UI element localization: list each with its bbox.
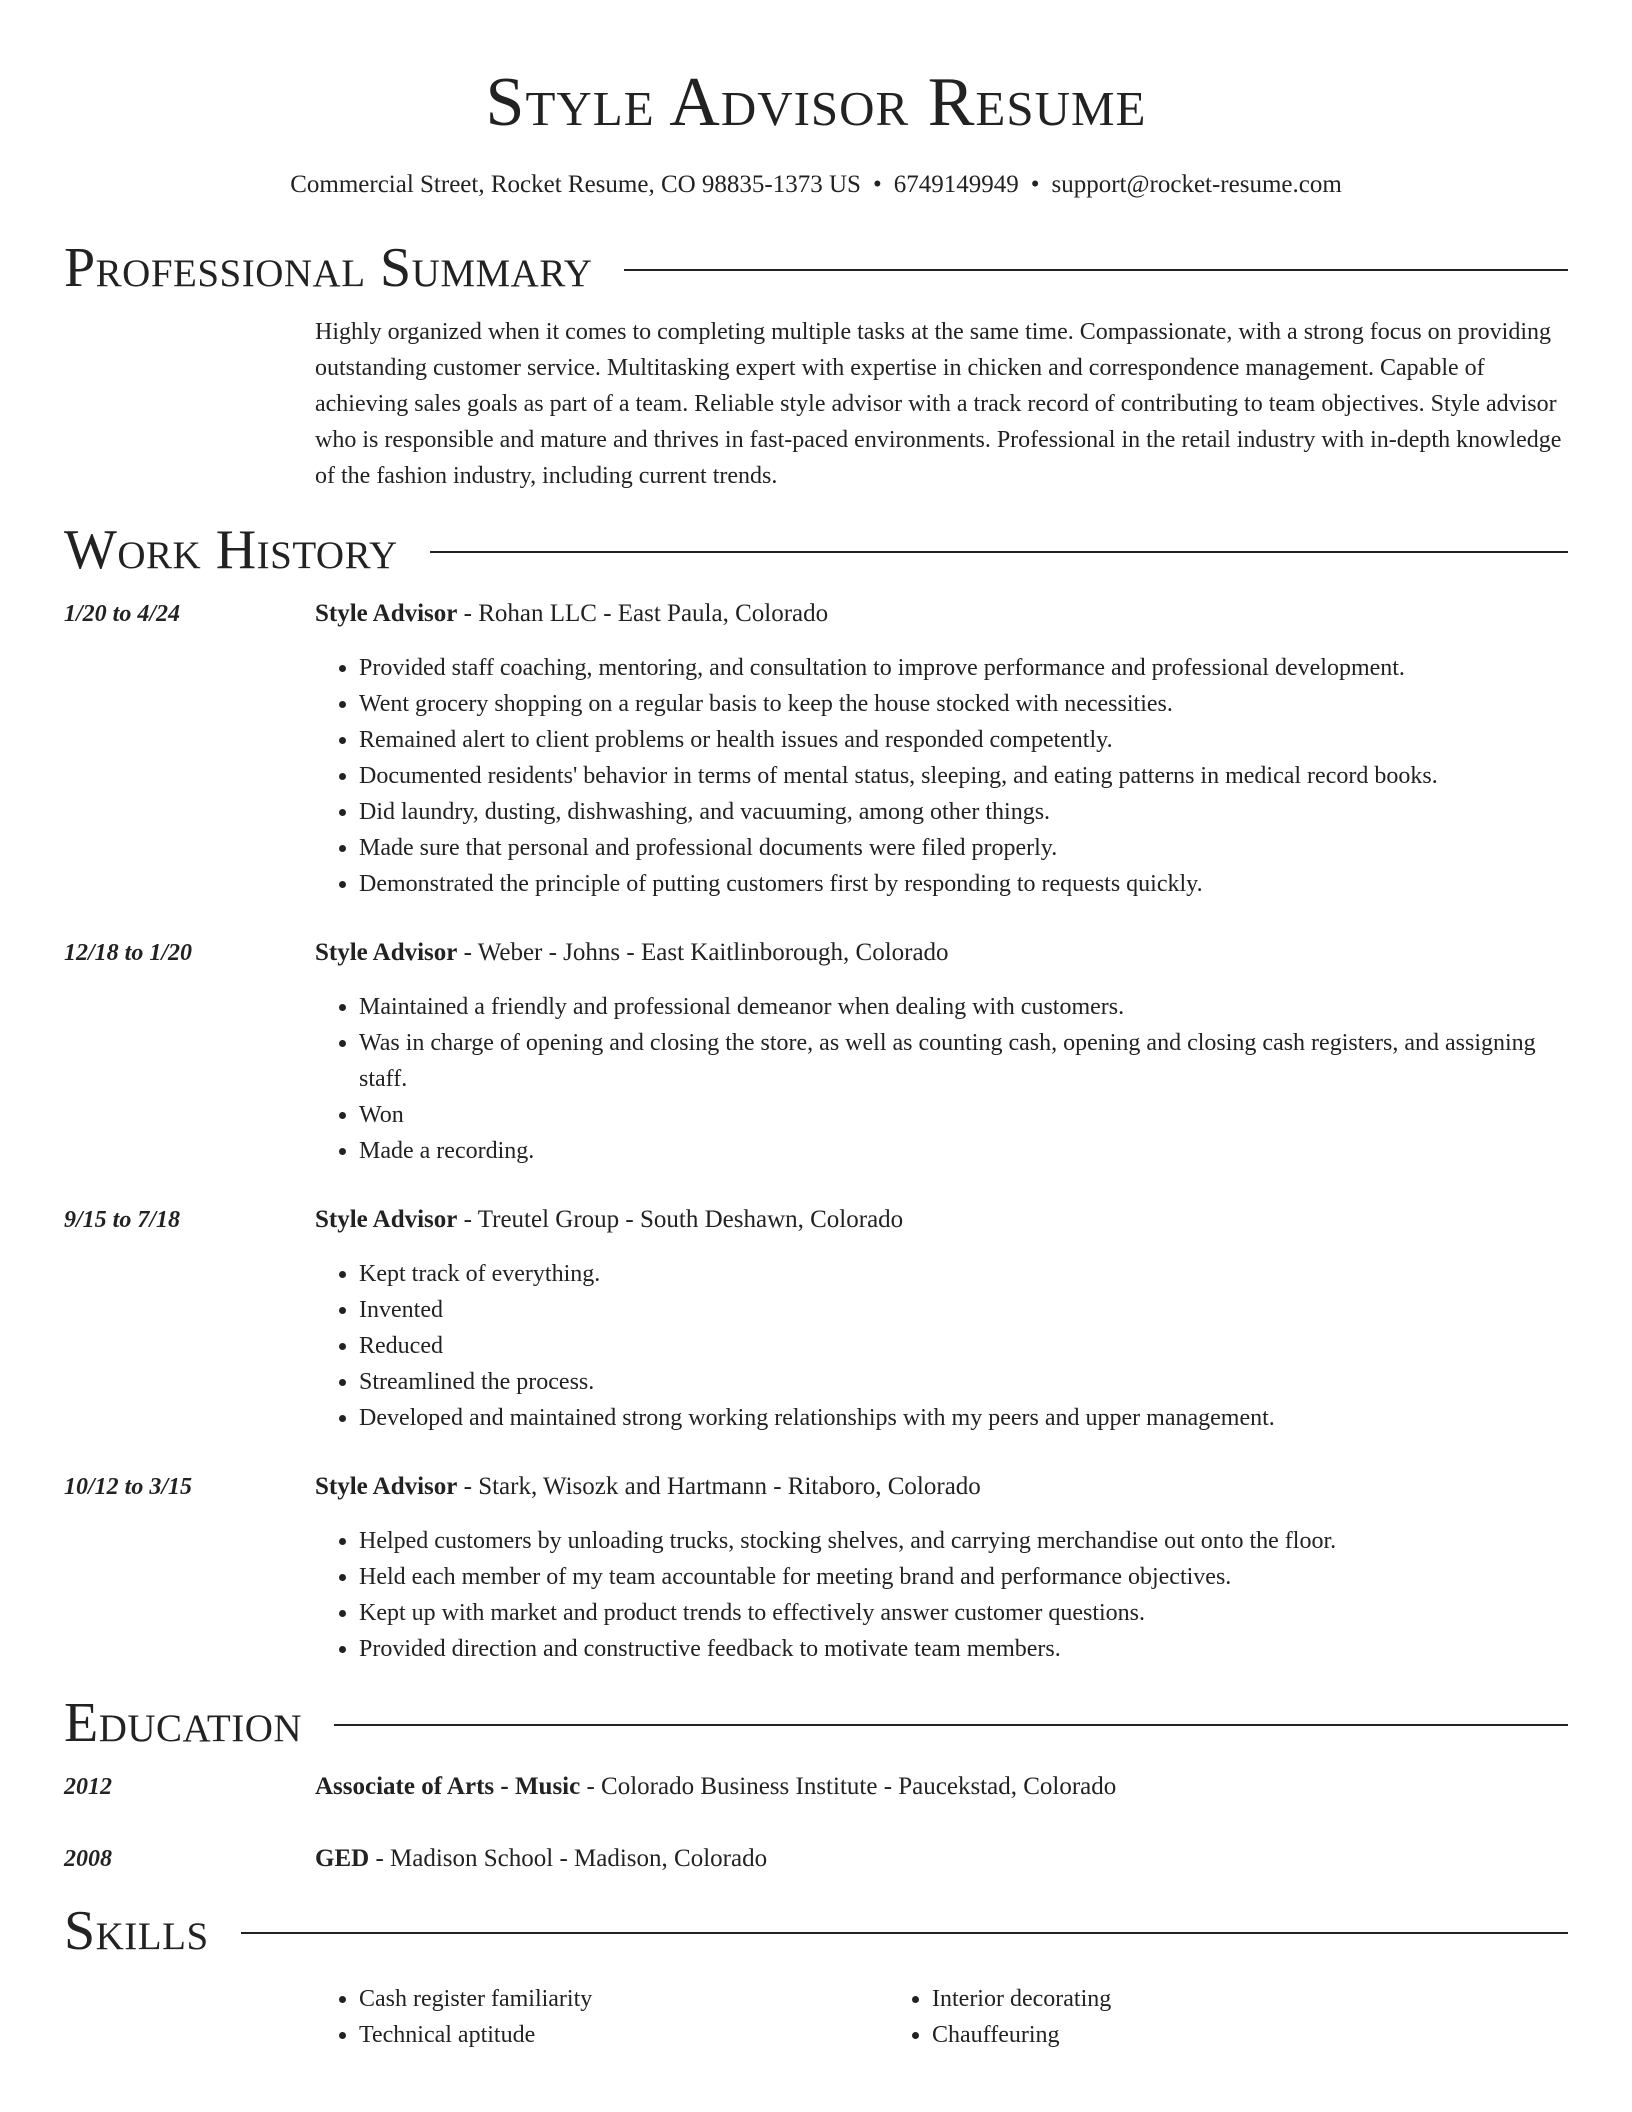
job-company: - Weber - Johns - East Kaitlinborough, Colorado	[457, 939, 949, 966]
education-section-header	[64, 1691, 1568, 1755]
resume-title: Style Advisor Resume	[485, 64, 1147, 141]
job-dates: 10/12 to 3/15	[64, 1474, 193, 1500]
summary-section-header	[64, 236, 1568, 300]
contact-email: support@rocket-resume.com	[1051, 171, 1342, 198]
job-bullet: • Provided direction and constructive feedback to motivate team members.	[359, 1631, 1568, 1667]
job-company: - Stark, Wisozk and Hartmann - Ritaboro, Colorado	[457, 1473, 981, 1500]
skills-row	[64, 1981, 1568, 2053]
job-entry	[64, 1469, 1568, 1667]
job-role: Style Advisor	[315, 939, 458, 966]
education-entry	[64, 1841, 1568, 1877]
job-entry	[64, 1202, 1568, 1436]
job-content	[315, 935, 1568, 1169]
job-dates: 9/15 to 7/18	[64, 1207, 181, 1233]
job-dates: 12/18 to 1/20	[64, 940, 193, 966]
summary-text: Highly organized when it comes to completing multiple tasks at the same time. Compassionate, with a strong focus on providing outstanding customer service. Multitasking expert with expertise in chicken and correspondence management. Capable of achieving sales goals as part of a team. Reliable style advisor with a track record of contributing to team objectives. Style advisor who is responsible and mature and thrives in fast-paced environments. Professional in the retail industry with in-depth knowledge of the fashion industry, including current trends.	[315, 319, 1562, 489]
job-bullets	[315, 650, 1568, 902]
skills-column-left	[315, 1981, 888, 2053]
section-divider	[334, 1724, 1568, 1726]
education-section-title: Education	[64, 1692, 303, 1754]
job-heading	[315, 1202, 1568, 1238]
skill-item: • Technical aptitude	[359, 2017, 888, 2053]
contact-separator: •	[1030, 171, 1040, 198]
skills-left-spacer	[64, 1981, 315, 2053]
skills-grid	[315, 1981, 1461, 2053]
skills-column-right	[888, 1981, 1461, 2053]
job-bullet: • Remained alert to client problems or health issues and responded competently.	[359, 722, 1568, 758]
education-school: - Madison School - Madison, Colorado	[369, 1845, 768, 1872]
section-divider	[624, 269, 1568, 271]
job-bullet: • Documented residents' behavior in terms of mental status, sleeping, and eating patterns in medical record books.	[359, 758, 1568, 794]
summary-row	[64, 314, 1568, 494]
work-section-title: Work History	[64, 519, 398, 581]
job-entry	[64, 596, 1568, 902]
job-bullet: • Helped customers by unloading trucks, stocking shelves, and carrying merchandise out onto the floor.	[359, 1523, 1568, 1559]
education-content	[315, 1769, 1568, 1805]
job-heading	[315, 596, 1568, 632]
job-bullet: • Did laundry, dusting, dishwashing, and vacuuming, among other things.	[359, 794, 1568, 830]
work-section-header	[64, 518, 1568, 582]
job-content	[315, 596, 1568, 902]
job-bullets	[315, 1523, 1568, 1667]
job-bullets	[315, 1256, 1568, 1436]
education-content	[315, 1841, 1568, 1877]
job-bullet: • Provided staff coaching, mentoring, and consultation to improve performance and professional development.	[359, 650, 1568, 686]
summary-section-title: Professional Summary	[64, 237, 593, 299]
job-bullet: • Went grocery shopping on a regular basis to keep the house stocked with necessities.	[359, 686, 1568, 722]
job-role: Style Advisor	[315, 1473, 458, 1500]
job-bullet: • Won	[359, 1097, 1568, 1133]
job-company: - Treutel Group - South Deshawn, Colorado	[457, 1206, 904, 1233]
education-entry	[64, 1769, 1568, 1805]
job-bullet: • Invented	[359, 1292, 1568, 1328]
job-entry	[64, 935, 1568, 1169]
job-role: Style Advisor	[315, 600, 458, 627]
job-bullet: • Streamlined the process.	[359, 1364, 1568, 1400]
job-bullet: • Developed and maintained strong working relationships with my peers and upper management.	[359, 1400, 1568, 1436]
skill-item: • Chauffeuring	[932, 2017, 1461, 2053]
job-bullet: • Held each member of my team accountable for meeting brand and performance objectives.	[359, 1559, 1568, 1595]
job-bullet: • Reduced	[359, 1328, 1568, 1364]
skills-section-header	[64, 1899, 1568, 1963]
contact-address: Commercial Street, Rocket Resume, CO 98835-1373 US	[290, 171, 861, 198]
section-divider	[241, 1932, 1568, 1934]
education-year: 2012	[64, 1774, 112, 1800]
summary-left-spacer	[64, 314, 315, 494]
contact-separator: •	[872, 171, 882, 198]
skill-item: • Cash register familiarity	[359, 1981, 888, 2017]
job-bullet: • Made a recording.	[359, 1133, 1568, 1169]
job-bullet: • Demonstrated the principle of putting customers first by responding to requests quickly.	[359, 866, 1568, 902]
job-bullet: • Kept track of everything.	[359, 1256, 1568, 1292]
education-school: - Colorado Business Institute - Paucekstad, Colorado	[580, 1773, 1117, 1800]
skill-item: • Interior decorating	[932, 1981, 1461, 2017]
job-role: Style Advisor	[315, 1206, 458, 1233]
job-content	[315, 1202, 1568, 1436]
job-bullet: • Was in charge of opening and closing the store, as well as counting cash, opening and closing cash registers, and assigning staff.	[359, 1025, 1568, 1097]
job-bullet: • Maintained a friendly and professional demeanor when dealing with customers.	[359, 989, 1568, 1025]
contact-line	[64, 168, 1568, 202]
education-degree: GED	[315, 1845, 370, 1872]
job-content	[315, 1469, 1568, 1667]
contact-phone: 6749149949	[893, 171, 1019, 198]
job-bullets	[315, 989, 1568, 1169]
job-bullet: • Kept up with market and product trends to effectively answer customer questions.	[359, 1595, 1568, 1631]
job-company: - Rohan LLC - East Paula, Colorado	[457, 600, 829, 627]
education-degree: Associate of Arts - Music	[315, 1773, 581, 1800]
job-dates: 1/20 to 4/24	[64, 601, 181, 627]
job-heading	[315, 935, 1568, 971]
skills-section-title: Skills	[64, 1900, 209, 1962]
job-heading	[315, 1469, 1568, 1505]
job-bullet: • Made sure that personal and professional documents were filed properly.	[359, 830, 1568, 866]
section-divider	[430, 551, 1568, 553]
education-year: 2008	[64, 1846, 112, 1872]
